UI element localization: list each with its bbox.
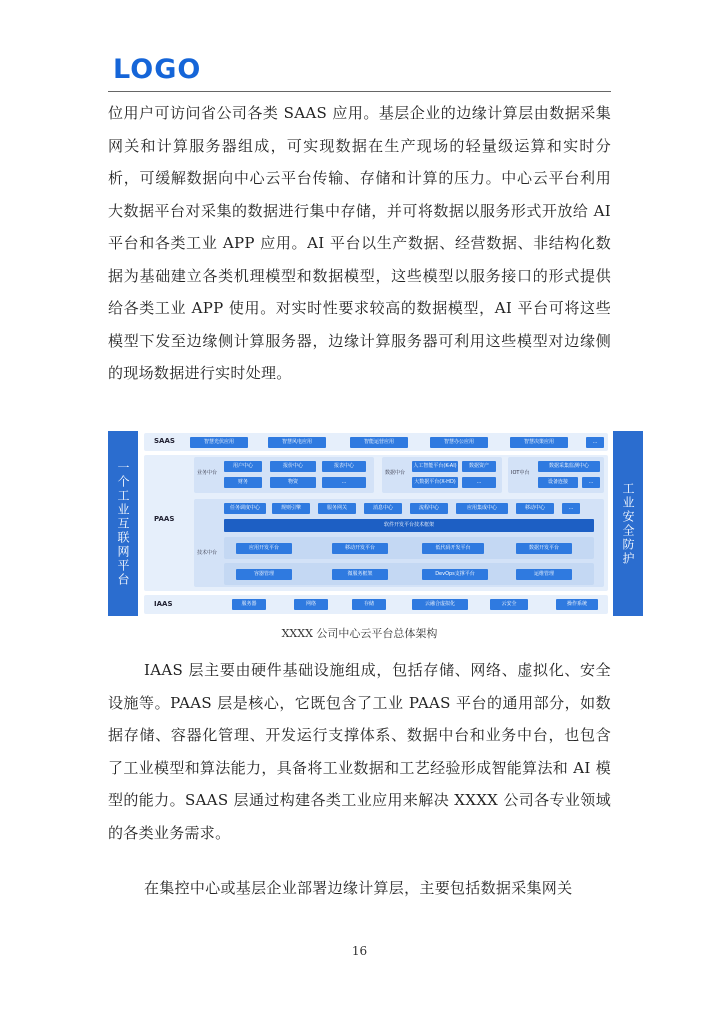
iot-item: ...	[582, 477, 600, 488]
business-center-label: 业务中台	[197, 470, 218, 476]
saas-item: 智慧决策应用	[510, 437, 568, 448]
business-center-panel	[194, 457, 374, 493]
iaas-item: 服务器	[232, 599, 266, 610]
saas-item: 智慧风电应用	[268, 437, 326, 448]
iaas-item: 网络	[294, 599, 328, 610]
tech-service: 消息中心	[364, 503, 402, 514]
iaas-label: IAAS	[154, 600, 173, 608]
security-side-label: 工业安全防护	[621, 481, 635, 566]
iot-item: 数据采集监测中心	[538, 461, 600, 472]
architecture-diagram	[108, 431, 643, 616]
tech-service: 任务调度中心	[224, 503, 266, 514]
paas-label: PAAS	[154, 515, 175, 523]
data-item: 数据资产	[462, 461, 496, 472]
runtime-item: 微服务框架	[332, 569, 388, 580]
business-item: 报价中心	[270, 461, 316, 472]
paragraph-1: 位用户可访问省公司各类 SAAS 应用。基层企业的边缘计算层由数据采集网关和计算服务器组成，可实现数据在生产现场的轻量级运算和实时分析，可缓解数据向中心云平台传输、存储和计算的压力。中心云平台利用大数据平台对采集的数据进行集中存储，并可将数据以服务形式开放给 AI 平台和各类工业 APP 应用。AI 平台以生产数据、经营数据、非结构化数据为基础建立各类机理模型和数据模型，这些模型以服务接口的形式提供给各类工业 APP 使用。对实时性要求较高的数据模型，AI 平台可将这些模型下发至边缘侧计算服务器，边缘计算服务器可利用这些模型对边缘侧的现场数据进行实时处理。	[108, 104, 611, 382]
dev-platform: 数据开发平台	[516, 543, 572, 554]
iaas-item: 云融合虚拟化	[412, 599, 468, 610]
runtime-item: 运维管理	[516, 569, 572, 580]
business-item: 报表中心	[322, 461, 366, 472]
tech-service: ...	[562, 503, 580, 514]
iaas-item: 操作系统	[556, 599, 598, 610]
tech-center-label: 技术中台	[197, 550, 218, 556]
saas-label: SAAS	[154, 437, 175, 445]
iot-center-label: IOT中台	[511, 470, 530, 476]
paragraph-2: IAAS 层主要由硬件基础设施组成，包括存储、网络、虚拟化、安全设施等。PAAS 层是核心，它既包含了工业 PAAS 平台的通用部分，如数据存储、容器化管理、开发运行支撑体系、数据中台和业务中台，也包含了工业模型和算法能力，具备将工业数据和工艺经验形成智能算法和 AI 模型的能力。SAAS 层通过构建各类工业应用来解决 XXXX 公司各专业领域的各类业务需求。	[108, 661, 611, 842]
dev-platform: 低代码开发平台	[422, 543, 484, 554]
tech-service: 服务网关	[318, 503, 356, 514]
data-item: 大数据平台(X-HD)	[412, 477, 458, 488]
header-rule	[108, 91, 611, 92]
paas-layer	[144, 455, 608, 591]
runtime-support-row	[224, 563, 594, 585]
iaas-item: 云安全	[490, 599, 528, 610]
business-item: 财务	[224, 477, 262, 488]
data-center-panel	[382, 457, 502, 493]
saas-item: ...	[586, 437, 604, 448]
data-item: ...	[462, 477, 496, 488]
data-center-label: 数据中台	[385, 470, 406, 476]
logo: LOGO	[113, 54, 202, 85]
dev-platform-row	[224, 537, 594, 559]
platform-side-bar	[108, 431, 138, 616]
iot-item: 设备连接	[538, 477, 578, 488]
runtime-item: DevOps支撑平台	[422, 569, 488, 580]
dev-platform: 移动开发平台	[332, 543, 388, 554]
paragraph-3: 在集控中心或基层企业部署边缘计算层，主要包括数据采集网关	[144, 879, 573, 897]
dev-platform: 应用开发平台	[236, 543, 292, 554]
iot-center-panel	[508, 457, 604, 493]
business-item: ...	[322, 477, 366, 488]
runtime-item: 容器管理	[236, 569, 292, 580]
iaas-item: 存储	[352, 599, 386, 610]
page-number: 16	[351, 944, 368, 958]
tech-service: 流程中心	[410, 503, 448, 514]
tech-service: 规则引擎	[272, 503, 310, 514]
platform-side-label: 一个工业互联网平台	[116, 460, 130, 587]
business-item: 用户中心	[224, 461, 262, 472]
tech-service: 移动中心	[516, 503, 554, 514]
saas-item: 智慧光伏应用	[190, 437, 248, 448]
saas-item: 智慧办公应用	[430, 437, 488, 448]
iaas-layer	[144, 595, 608, 614]
saas-item: 智能运营应用	[350, 437, 408, 448]
tech-center-panel	[194, 499, 604, 587]
tech-service: 应用集成中心	[456, 503, 508, 514]
saas-layer	[144, 433, 608, 451]
framework-bar: 软件开发平台技术框架	[224, 519, 594, 532]
data-item: 人工智能平台(K-AI)	[412, 461, 458, 472]
figure-caption: XXXX 公司中心云平台总体架构	[281, 627, 438, 640]
business-item: 物资	[270, 477, 316, 488]
security-side-bar	[613, 431, 643, 616]
